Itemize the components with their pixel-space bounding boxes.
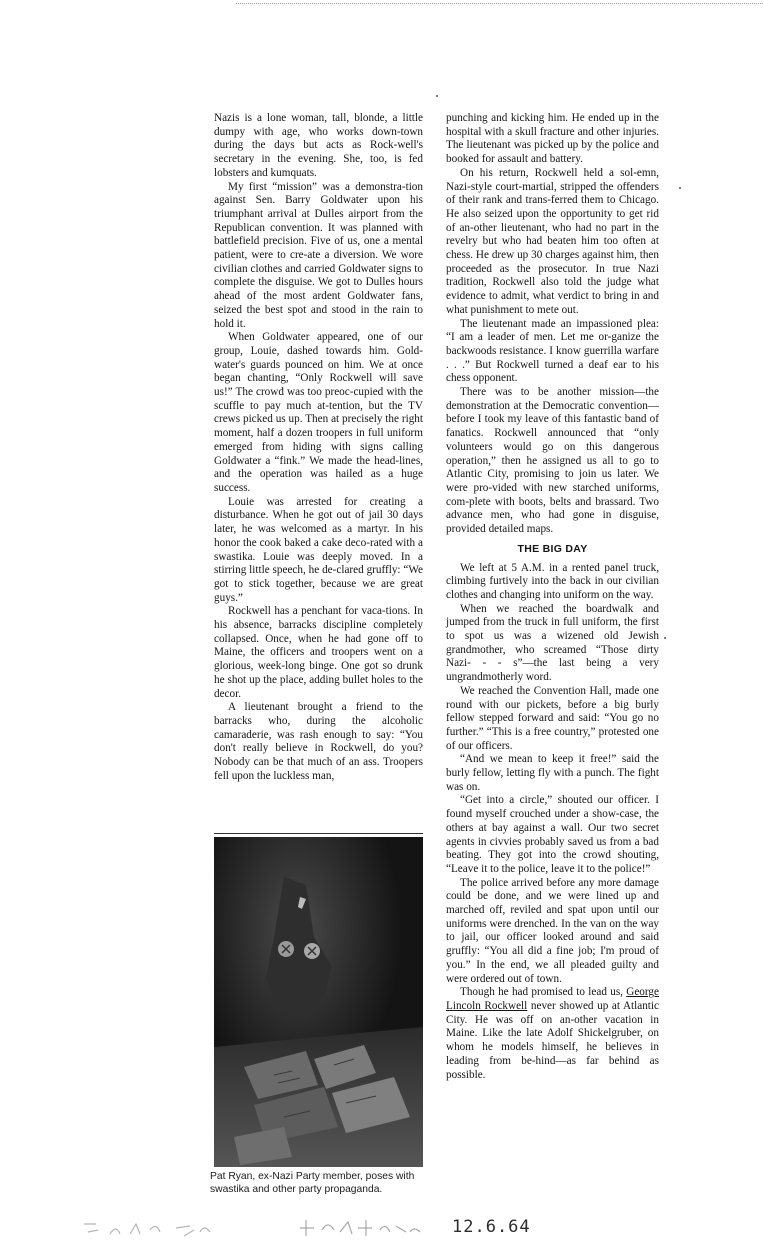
paragraph: We reached the Convention Hall, made one round with our pickets, before a big burly fellow stepped forward and said: “You go no further.” “This is a free country,” protested one of our officers. [446, 684, 659, 752]
paragraph: Nazis is a lone woman, tall, blonde, a little dumpy with age, who works down-town during the days but acts as Rock-well's secretary in the evening. She, too, is fed lobsters and kumquats. [214, 112, 423, 179]
faint-scribble-center [296, 1216, 426, 1240]
faint-scribble-left [80, 1212, 220, 1242]
article-column-left [214, 112, 423, 783]
paragraph: The lieutenant made an impassioned plea: “I am a leader of men. Let me or-ganize the backwoods resistance. I know guerrilla warfare . . .” But Rockwell turned a deaf ear to his chess opponent. [446, 317, 659, 385]
paragraph [446, 986, 659, 1082]
photo-top-rule [214, 833, 423, 834]
paragraph: When we reached the boardwalk and jumped from the truck in full uniform, the first to spot us was a wizened old Jewish grandmother, who screamed “Those dirty Nazi- - - s”—the last being a very ungrandmotherly word. [446, 602, 659, 684]
paragraph-text: Though he had promised to lead us, [460, 986, 627, 999]
article-column-right [446, 112, 659, 1082]
paragraph: The police arrived before any more damage could be done, and we were lined up and marched off, reviled and spat upon until our uniforms were drenched. In the van on the way to jail, our officer looked around and said gruffly: “You all did a fine job; I'm proud of you.” In the end, we all pleaded guilty and were ordered out of town. [446, 876, 659, 985]
section-heading: THE BIG DAY [517, 542, 588, 555]
paragraph: On his return, Rockwell held a sol-emn, Nazi-style court-martial, stripped the offenders of their rank and trans-ferred them to Chicago. He also seized upon the opportunity to get rid of an-other lieutenant, who had no part in the revelry but who had beaten him too often at chess. He drew up 30 charges against him, then proceeded as the prosecutor. In true Nazi tradition, Rockwell also told the judge what evidence to admit, what verdict to bring in and what punishment to mete out. [446, 166, 659, 316]
paragraph: Rockwell has a penchant for vaca-tions. In his absence, barracks discipline completely collapsed. Once, when he had gone off to Maine, the officers and troopers went on a glorious, week-long binge. One got so drunk he shot up the place, adding bullet holes to the decor. [214, 605, 423, 700]
perforated-top-edge [236, 3, 763, 4]
article-photo [214, 837, 423, 1167]
handwritten-date: 12.6.64 [452, 1217, 531, 1237]
paragraph: “Get into a circle,” shouted our officer. I found myself crouched under a show-case, the others at bay against a wall. Our two secret agents in civvies probably saved us from a bad beating. They got into the crowd shouting, “Leave it to the police, leave it to the police!” [446, 794, 659, 875]
paragraph: When Goldwater appeared, one of our group, Louie, dashed towards him. Gold-water's guards pounced on him. We at once began chanting, “Only Rockwell will save us!” The crowd was too preoc-cupied with the scuffle to pay much at-tention, but the TV crews picked us up. Then at precisely the right moment, half a dozen troopers in full uniform emerged from hiding with signs calling Goldwater a “fink.” We made the head-lines, and the operation was hailed as a huge success. [214, 331, 423, 494]
underlined-name: George Lincoln Rockwell [446, 986, 659, 1012]
stray-mark [664, 637, 666, 639]
paragraph-text: never showed up at Atlantic City. He was off on an-other vacation in Maine. Like the late Adolf Shickelgruber, on whom he models himself, he believes in leading from be-hind—as far behind as possible. [446, 1000, 659, 1081]
paragraph: punching and kicking him. He ended up in the hospital with a skull fracture and other injuries. The lieutenant was picked up by the police and booked for assault and battery. [446, 112, 659, 166]
paragraph: Louie was arrested for creating a disturbance. When he got out of jail 30 days later, he was welcomed as a martyr. In his honor the cook baked a cake deco-rated with a swastika. Louie was deeply moved. In a stirring little speech, he de-clared gruffly: “We got to stick together, because we are great guys.” [214, 495, 423, 604]
stray-mark [436, 95, 438, 97]
stray-mark [679, 187, 681, 189]
paragraph: My first “mission” was a demonstra-tion against Sen. Barry Goldwater upon his triumphant arrival at Dulles airport from the Republican convention. It was planned with battlefield precision. Five of us, one a mental patient, were to cre-ate a diversion. We wore civilian clothes and carried Goldwater signs to complete the disguise. We got to Dulles hours ahead of the most ardent Goldwater fans, seized the best spot and stood in the rain to hold it. [214, 180, 423, 330]
paragraph: “And we mean to keep it free!” said the burly fellow, letting fly with a punch. The fight was on. [446, 753, 659, 793]
photo-caption: Pat Ryan, ex-Nazi Party member, poses with swastika and other party propaganda. [210, 1171, 415, 1195]
paragraph: A lieutenant brought a friend to the barracks who, during the alcoholic camaraderie, was rash enough to say: “You don't really believe in Rockwell, do you? Nobody can be that much of an ass. Troopers fell upon the luckless man, [214, 701, 423, 782]
paragraph: We left at 5 A.M. in a rented panel truck, climbing furtively into the back in our civilian clothes and changing into uniform on the way. [446, 561, 659, 601]
paragraph: There was to be another mission—the demonstration at the Democratic convention—before I took my leave of this fantastic band of fanatics. Rockwell announced that “only volunteers would go on this dangerous operation,” then he assigned us all to go to Atlantic City, promising to join us later. We were pro-vided with new starched uniforms, com-plete with boots, belts and brassard. Two advance men, who had gone in disguise, provided detailed maps. [446, 386, 659, 536]
